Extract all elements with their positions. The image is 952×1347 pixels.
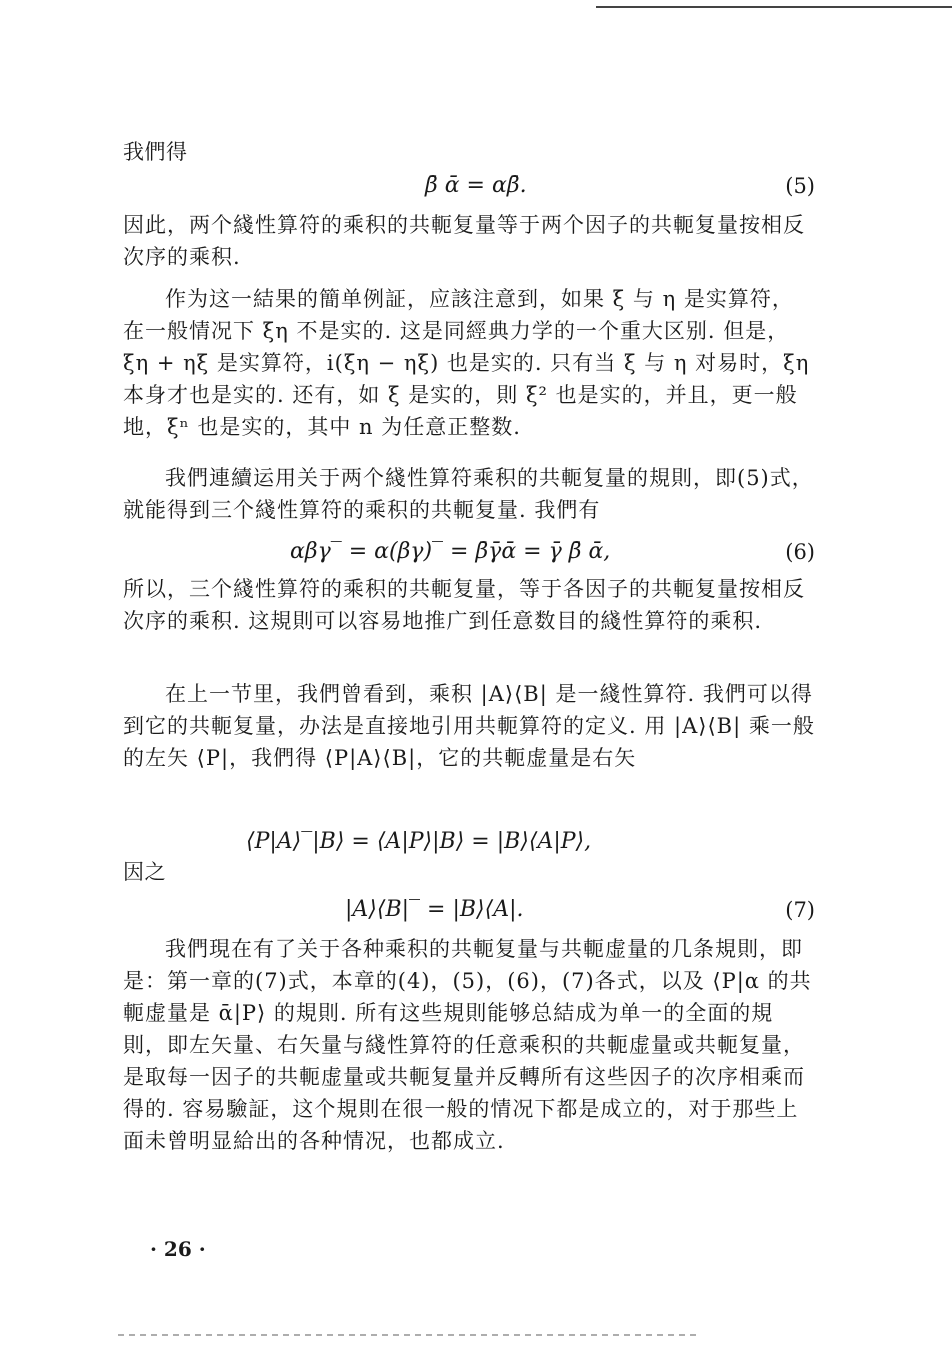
paragraph-3: 我們連續运用关于两个綫性算符乘积的共軛复量的規則，即(5)式，就能得到三个綫性算符的乘积的共軛复量. 我們有 — [123, 466, 814, 522]
equation-7-expr: |A⟩⟨B|‾ = |B⟩⟨A|. — [345, 897, 524, 922]
equation-5-expr: β̄ ᾱ = αβ̄. — [425, 173, 527, 198]
equation-5-number: (5) — [785, 174, 815, 198]
equation-mid: ⟨P|A⟩‾|B⟩ = ⟨A|P⟩|B⟩ = |B⟩⟨A|P⟩, — [246, 829, 592, 854]
equation-7 — [345, 895, 952, 925]
paragraph-2: 作为这一結果的簡单例証，应該注意到，如果 ξ 与 η 是实算符，在一般情况下 ξη 不是实的. 这是同經典力学的一个重大区别. 但是，ξη + ηξ 是实算符，i(ξη − ηξ) 也是实的. 只有当 ξ 与 η 对易时，ξη 本身才也是实的. 还有，如 ξ 是实的，則 ξ² 也是实的，并且，更一般地，ξⁿ 也是实的，其中 n 为任意正整数. — [123, 287, 810, 439]
paragraph-4: 所以，三个綫性算符的乘积的共軛复量，等于各因子的共軛复量按相反次序的乘积. 这規則可以容易地推广到任意数目的綫性算符的乘积. — [123, 577, 805, 633]
paragraph-5: 在上一节里，我們曾看到，乘积 |A⟩⟨B| 是一綫性算符. 我們可以得到它的共軛复量，办法是直接地引用共軛算符的定义. 用 |A⟩⟨B| 乘一般的左矢 ⟨P|，我們得 ⟨P|A⟩⟨B|，它的共軛虚量是右矢 — [123, 682, 815, 770]
equation-7-number: (7) — [785, 898, 815, 922]
paragraph-1: 因此，两个綫性算符的乘积的共軛复量等于两个因子的共軛复量按相反次序的乘积. — [123, 213, 805, 269]
equation-6-expr: αβγ‾ = α(βγ)‾ = β̄γ̄ᾱ = γ̄ β̄ ᾱ, — [290, 539, 611, 564]
scan-top-rule — [596, 6, 952, 8]
equation-6-number: (6) — [785, 540, 815, 564]
yinzhi-text: 因之 — [123, 860, 166, 884]
paragraph-6: 我們現在有了关于各种乘积的共軛复量与共軛虚量的几条規則，即是：第一章的(7)式，本章的(4)，(5)，(6)，(7)各式，以及 ⟨P|α 的共軛虚量是 ᾱ|P⟩ 的規則. 所有这些規則能够总結成为单一的全面的規則，即左矢量、右矢量与綫性算符的任意乘积的共軛虚量或共軛复量，是取每一因子的共軛虚量或共軛复量并反轉所有这些因子的次序相乘而得的. 容易驗証，这个規則在很一般的情况下都是成立的，对于那些上面未曾明显給出的各种情况，也都成立. — [123, 937, 812, 1153]
scan-bottom-artifact — [118, 1334, 698, 1336]
intro-text: 我們得 — [123, 140, 188, 164]
equation-5 — [425, 171, 952, 201]
page-number: · 26 · — [150, 1237, 206, 1261]
equation-6 — [290, 537, 952, 567]
